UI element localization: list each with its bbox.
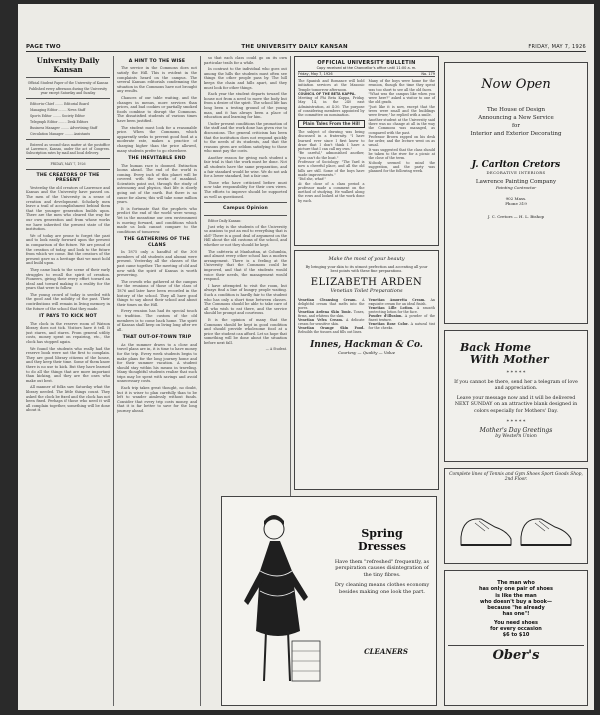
proprietors: J. C. Cretors — H. L. Bishop [487,214,545,219]
firm-name: J. Carlton Cretors [471,160,561,170]
mother-by: by Western Union [495,434,537,440]
now-open-line1: The House of Design [486,107,546,113]
obers-line7: You need shoes [494,619,538,626]
column-features: A HINT TO THE WISE The service in the Commons does not satisfy the Hill. This is evident in the complaints heard on the campus. The several Kansan editorials condemning the situation in the Commons have not brought any results. Chances of our table waiting, and the changes in menus, more services than prices, and bad cookies or partially smoked foods combine to disrupt the Commons. The dissatisfied students of various times have been justified. The student must look for a reasonable price. When the Commons, which apparently seeks to prevent good food at a moderate rate, makes a practice of charging higher than the price allowed, many students prefer to go elsewhere. THE INEVITABLE END The human race is doomed. Extinction looms ahead. The end of the world is coming. Every inch of this planet will be covered with the works of mankind. Scientists point out, through the study of astronomy and physics, that life is slowly going out of the earth. But there is no cause for alarm; this will take some million years. It is fortunate that the prophets who predict the end of the world were wrong. Yet in the meantime our own environment is moving forward, and conditions which made us look cannot compare to the conditions of tomorrow. THE GATHERING OF THE CLANS In 1875 only a handful of the 300 members of old students and alumni were present. Yesterday all the classes of the past came together. The meeting of old and new with the spirit of Kansas is worth preserving. The crowds who gathered at the campus for the reunions of those of the class of 1876 and later have been recorded in the history of the school. They all have good things to say about their school and about their times on the Hill. Every reunion has had its special touch to tradition. The custom of the old members is to come back home. The spirit of Kansas shall keep on living long after we all. THAT OUT-OF-TOWN TRIP As the summer draws to a close and travel plans are in, it is time to have money for the trip. Every week students begin to make plans for the long journey home and for their summer vacation. A student should stay within his means in traveling. Many thoughtful students realize that such trips may be spent with savings and avoid unnecessary costs. Each trip takes great thought, no doubt, but it is wiser to plan carefully than to be left to wander aimlessly without funds. Consider that every trip costs money, and that it is far better to save for the long journey ahead. [117,59,197,414]
now-open-line4: Interior and Exterior Decorating [470,131,562,137]
campus-opinion-title: Campus Opinion [223,206,268,212]
now-open-line3: for [512,123,520,129]
woman-illustration-icon [230,501,326,701]
bulletin-date: Friday, May 7, 1926 [298,72,333,76]
editorial-headline: THE CREATORS OF THE PRESENT [36,173,100,184]
now-open-line2: Announcing a New Service [478,115,554,121]
cleaners-logo: CLEANERS [364,647,408,656]
plain-tales-title: Plain Tales From the Hill [298,120,365,128]
ad-now-open [444,62,588,324]
arden-sub: Venetian Toilet Preparations [330,287,403,294]
column-rule [113,56,114,706]
bulletin-section: COUNCIL OF THE BETA KAPPA. [298,91,356,96]
phone: Phone 319 [505,201,527,206]
firm-sub: DECORATIVE INTERIORS [486,170,546,175]
page-number: PAGE TWO [26,43,61,50]
mother-title-1: Back Home [460,341,531,354]
shoes-illustration-icon [451,487,581,557]
editorial-headline-2: IT PAYS TO KICK NOT [39,314,97,320]
obers-line1: The man who [497,580,535,586]
issue-date: FRIDAY, MAY 7, 1926 [528,43,586,50]
now-open-title: Now Open [481,77,551,92]
column-news: so that each class could go on its own particular trails for a while. In contrast to the individual who goes out among the hills the students must often see things the other people pass by. The hill keeps the chain and hills apart, and they must look for other things. Each year the student departs toward the house not from a need to move the body but from a desire of the spirit. The school life has long been a testing ground of the young man, and it has always been a place of education and learning for him. Under present conditions the promotion of the staff and the work done has given rise to discussions. The general criticism has been that the institution does not respond quickly to the needs of its students, and that the reasons given are seldom satisfying to those who must pay the costs. Another reason for giving each student a fair trial is that the work must be done. Not all students have the same preparation, and a fair standard would be wise. We do not ask for a lower standard, but a fair one. Those who have criticized before must now take responsibility for their own views. The efforts to improve should be supported as well as questioned. Campus Opinion Editor Daily Kansan: Just why is the students of the University so anxious to put an end to everything that is old? There is a good deal of argument on the Hill about the old customs of the school, and whether or not they should be kept. The cafeteria at Manhattan, at Columbia, and almost every other school has a modern arrangement. There is a feeling at the University that the Commons could be improved, and that if the students would voice their needs, the management would respond. I have attempted to visit the room, but always find a line of hungry people waiting. Such a condition is hardly fair to the student who has only a short time between classes. The Commons should be able to take care of all who wish to eat there, and the service should be prompt and courteous. It is the opinion of many that the Commons should be kept in good condition and should provide wholesome food at a price the student can afford. Let us hope that something will be done about the situation before next fall. — A Student. [204,56,287,352]
spring-body-2: Dry cleaning means clothes economy besides making one look the part. [334,582,430,595]
ad-mothers-day: Back Home With Mother * * * * * If you cannot be there, send her a telegram of love and appreciation. Leave your message now and it will be delivered NEXT SUNDAY on an attractive blank designed in colors especially for Mothers' Day. * * * * * Mother's Day Greetings by Western Union [444,330,588,462]
paper-title: THE UNIVERSITY DAILY KANSAN [241,43,348,50]
mother-greeting: Mother's Day Greetings [479,427,553,435]
obers-line5: because "he already [487,605,545,612]
spring-body: Have them "refreshed" frequently, as perspiration causes disintegration of the tiny fibres. [334,559,430,578]
spring-title-2: Dresses [358,540,406,553]
bulletin-number: No. 179 [421,72,435,76]
obers-line8: for every occasion [490,626,542,633]
ad-elizabeth-arden: Make the most of your beauty By bringing your skin to its utmost perfection and accenting all your best points with these fine preparations. ELIZABETH ARDEN Venetian Toilet Preparations Venetian Cleansing Cream. A delightful cream that melts into the pores. Venetian Ardena Skin Tonic. Tones, firms, and whitens the skin. Venetian Velva Cream. A delicate cream for sensitive skin. Venetian Orange Skin Food. Rebuilds the tissues and fills out lines. Venetian Amoretta Cream. An exquisite cream for an ideal finish. Venetian Lille Lotion. A smooth protecting lotion for the face. Poudre d'Illusion. A powder of the finest texture. Venetian Rose Color. A natural tint for the cheeks. Innes, Hackman & Co. Courtesy — Quality — Value [294,250,439,490]
masthead [26,42,586,52]
bulletin-title: OFFICIAL UNIVERSITY BULLETIN [317,60,416,66]
column-rule [200,56,201,706]
obers-line6: has one"! [502,611,530,618]
company-name: Lawrence Painting Company [475,179,557,185]
tennis-text: Complete lines of Tennis and Gym Shoes Sport Goods Shop, 2nd Floor. [449,472,583,483]
feature-headline-2: THE INEVITABLE END [128,156,186,162]
obers-line3: is like the man [495,592,537,599]
arden-tagline: Make the most of your beauty [328,256,405,262]
newspaper-page [18,4,594,710]
obers-logo: Ober's [448,645,584,663]
company-sub: Painting Contractor [495,185,537,190]
official-bulletin: OFFICIAL UNIVERSITY BULLETIN Copy received at the Chancellor's office until 11:00 a. m. Friday, May 7, 1926 No. 179 The Spanish and Romance will hold initiation services at the Masonic Temple tomorrow afternoon. COUNCIL OF THE BETA KAPPA. Meeting of Phi Beta Kappa, Friday, May 14, in the 240 east Administration, at 4:30. The purpose of considering members appointed by the committee on nomination. Plain Tales From the Hill The subject of drawing was being discussed in a fraternity. "I have learned ever since I first knew to draw that I don't think I have a picture that I can call my own." "Be careful," admonished another, "you can't do the boat." Professor of Sociology: "The Yard is now a cheerful place, and all the old hills are still. Some of the boys have made improvements." "Did she, what!" At the close of a class period a professor made a comment on the method of studying. He walked along the rows and looked at the work done by each. Many of the boys were home for the reunion, though the time they spent was too short to see all the old faces. "What was the campus like when you were here?" asked a visitor to one of the old grads. "Just like it is now, except that the trees were small and the buildings were fewer," he replied with a smile. Another student at the University said there was no change at all in the way the Commons was managed, as compared with the past. Professor Brown rapped on his desk for order, and the lecture went on as usual. It was suggested that the class should be taken to the river for a picnic at the close of the term. Nobody seemed to mind the suggestion, and the party was planned for the following week. [294,56,439,246]
ad-obers [444,570,588,706]
feature-headline-3: THE GATHERING OF THE CLANS [123,237,191,248]
address: 902 Mass. [505,196,527,201]
column-editorial: University Daily Kansan Official Student Paper of the University of Kansas Published every afternoon during the University year except Saturday and Sunday Editor-in-Chief ........ Editorial Board Managing Editor ........ News Staff Sports Editor ........ Society Editor Telegraph Editor ........ Desk Editors Business Manager ........ Advertising Staff Circulation Manager ........ Assistants Entered as second-class matter at the postoffice at Lawrence, Kansas, under the act of Congress. Subscription rates by mail and local delivery. FRIDAY, MAY 7, 1926 THE CREATORS OF THE PRESENT Yesterday the old creators of Lawrence and Kansas and the University have passed on. The men of the University in a sense of creation and development. Scholarly men leave a trail of accomplishment behind them that the younger generation builds upon. There are the men who cleared the way for our own generation and from whose works we have inherited the present state of the institution. We of today are prone to forget the past and to look easily forward upon the present in comparison of the future. We are proud of the creation of today, and look to the future from which we come. But the creators of the present gave us a heritage that we must hold and build upon. They came back to the scene of their early struggles to recall the spirit of creation. Pioneers, giving their every effort toward an ideal and toward making it a reality for the years that were to follow. The young crowd of today is seeded with the good and the nobility of the past. Their contributions will remain in living memory in the future of the school that they made. IT PAYS TO KICK NOT The clock in the reserve room of Watson library does not tick. Visitors have it tell. It just stares, and stares. From general utility costs, money spent on repairing, etc., the clock has stopped again. We found the students who really had the reserve book were not the first to complain. They are good library citizens of the house, and they keep their time. Some of them know there is no use to kick. But they have learned to do all the things that are more important than kicking, and they are the ones who make out best. All manner of folks saw Saturday what the library needed. The little things count. They asked the clock be fixed and the clock has not been fixed. Perhaps if those who need it will all complain together, something will be done about it. [26,56,110,413]
arden-brand: ELIZABETH ARDEN [310,276,423,288]
obers-line9: $6 to $10 [502,632,530,639]
ad-tennis-shoes [444,468,588,564]
mother-title-2: With Mother [470,353,549,366]
ad-spring-dresses [221,496,437,706]
kansan-nameplate: University Daily Kansan [36,56,100,74]
obers-line2: has only one pair of shoes [478,586,554,593]
obers-line4: who doesn't buy a book— [480,598,552,605]
feature-headline-1: A HINT TO THE WISE [128,59,186,64]
mother-body-1: If you cannot be there, send her a telegram of love and appreciation. [454,380,578,392]
feature-headline-4: THAT OUT-OF-TOWN TRIP [122,335,192,341]
editorial-date: FRIDAY, MAY 7, 1926 [50,162,86,166]
store-name: Innes, Hackman & Co. [310,340,423,351]
mother-body-2: Leave your message now and it will be delivered NEXT SUNDAY on an attractive blank designed in colors especially for Mothers' Day. [454,395,578,414]
bulletin-subtitle: Copy received at the Chancellor's office until 11:00 a. m. [316,66,417,70]
store-tagline: Courtesy — Quality — Value [337,350,396,356]
spring-title-1: Spring [361,527,403,540]
